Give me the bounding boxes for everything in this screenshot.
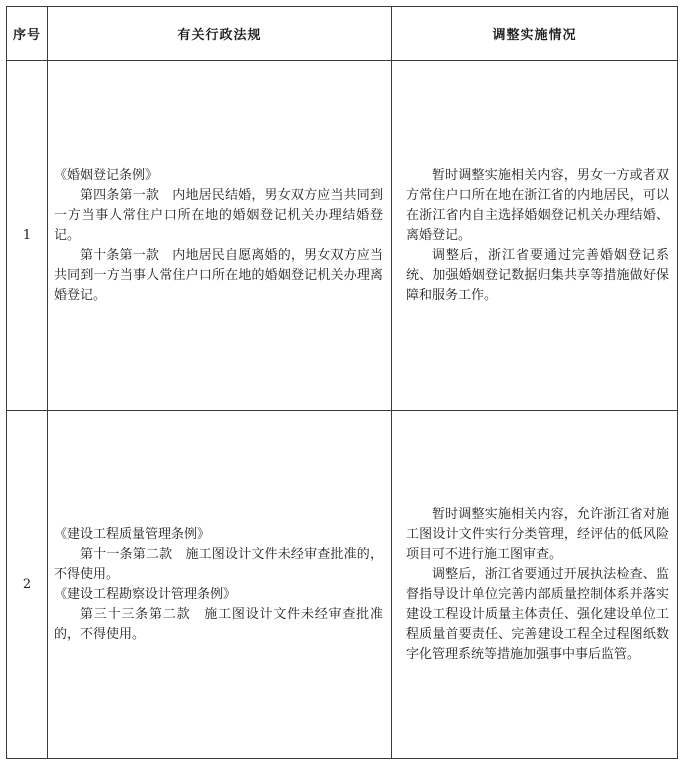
regulation-title: 《婚姻登记条例》 [54,167,159,183]
regulation-text [48,166,391,306]
regulation-title: 《建设工程勘察设计管理条例》 [54,586,237,602]
adjustment-paragraph: 调整后，浙江省要通过开展执法检查、监督指导设计单位完善内部质量控制体系并落实建设工程设计质量主体责任、强化建设单位工程质量首要责任、完善建设工程全过程图纸数字化管理系统等措施加强事中事后监管。 [406,566,669,662]
adjustment-paragraph: 调整后，浙江省要通过完善婚姻登记系统、加强婚姻登记数据归集共享等措施做好保障和服务工作。 [406,247,669,303]
regulation-clause: 第四条第一款 内地居民结婚，男女双方应当共同到一方当事人常住户口所在地的婚姻登记机关办理结婚登记。 [54,187,383,243]
adjustment-cell [392,411,678,759]
adjustment-text [392,505,677,665]
regulation-adjustment-table [6,6,678,759]
header-serial-number: 序号 [7,7,48,61]
table-row [7,61,678,411]
regulation-text [48,525,391,645]
header-adjustment-status: 调整实施情况 [392,7,678,61]
table-header-row [7,7,678,61]
adjustment-paragraph: 暂时调整实施相关内容，允许浙江省对施工图设计文件实行分类管理，经评估的低风险项目可不进行施工图审查。 [406,506,669,562]
adjustment-text [392,166,677,306]
table-row [7,411,678,759]
row-serial-number: 2 [7,411,48,759]
regulation-title: 《建设工程质量管理条例》 [54,526,211,542]
regulation-cell [48,61,392,411]
regulation-cell [48,411,392,759]
regulation-clause: 第十一条第二款 施工图设计文件未经审查批准的，不得使用。 [54,546,383,582]
header-administrative-regulations: 有关行政法规 [48,7,392,61]
row-serial-number: 1 [7,61,48,411]
regulation-clause: 第三十三条第二款 施工图设计文件未经审查批准的，不得使用。 [54,606,383,642]
adjustment-paragraph: 暂时调整实施相关内容，男女一方或者双方常住户口所在地在浙江省的内地居民，可以在浙江省内自主选择婚姻登记机关办理结婚、离婚登记。 [406,167,669,243]
regulation-clause: 第十条第一款 内地居民自愿离婚的，男女双方应当共同到一方当事人常住户口所在地的婚姻登记机关办理离婚登记。 [54,247,383,303]
adjustment-cell [392,61,678,411]
